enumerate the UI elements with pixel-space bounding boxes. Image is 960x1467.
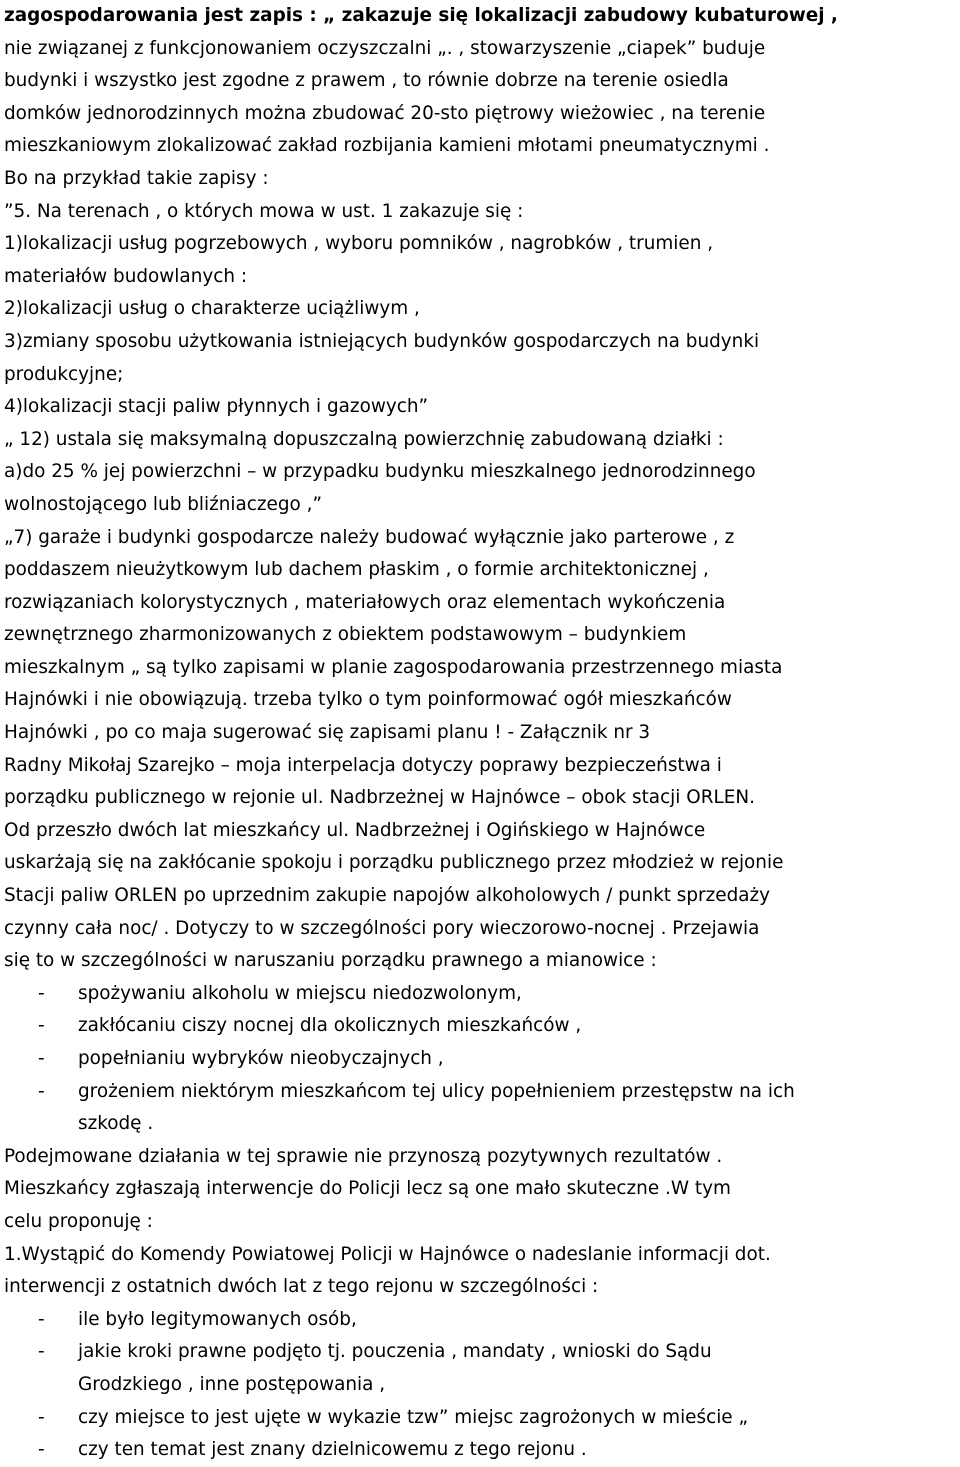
- text-line: produkcyjne;: [4, 363, 124, 385]
- list-item-text: czy miejsce to jest ujęte w wykazie tzw” miejsc zagrożonych w mieście „: [78, 1406, 748, 1428]
- questions-list-item: [4, 1336, 952, 1369]
- text-line: nie związanej z funkcjonowaniem oczyszczalni „. , stowarzyszenie „ciapek” buduje: [4, 37, 766, 59]
- text-line: porządku publicznego w rejonie ul. Nadbrzeżnej w Hajnówce – obok stacji ORLEN.: [4, 787, 755, 809]
- text-line: 1.Wystąpić do Komendy Powiatowej Policji w Hajnówce o nadeslanie informacji dot.: [4, 1243, 771, 1265]
- questions-list-item: [4, 1304, 952, 1337]
- questions-list-item-continuation: Grodzkiego , inne postępowania ,: [78, 1373, 386, 1395]
- violations-list-item: [4, 1076, 952, 1109]
- text-line: zagospodarowania jest zapis : „ zakazuje się lokalizacji zabudowy kubaturowej ,: [4, 5, 838, 26]
- violations-list-item: [4, 1010, 952, 1043]
- text-line: Stacji paliw ORLEN po uprzednim zakupie napojów alkoholowych / punkt sprzedaży: [4, 885, 771, 907]
- list-dash: -: [38, 1080, 45, 1102]
- text-line: „7) garaże i budynki gospodarcze należy budować wyłącznie jako parterowe , z: [4, 526, 735, 548]
- list-item-text: jakie kroki prawne podjęto tj. pouczenia , mandaty , wnioski do Sądu: [78, 1341, 712, 1363]
- text-line: mieszkaniowym zlokalizować zakład rozbijania kamieni młotami pneumatycznymi .: [4, 135, 770, 157]
- text-line: celu proponuję :: [4, 1210, 153, 1232]
- text-line: materiałów budowlanych :: [4, 265, 248, 287]
- text-line: 4)lokalizacji stacji paliw płynnych i gazowych”: [4, 396, 429, 418]
- list-dash: -: [38, 1439, 45, 1461]
- list-item-text: ile było legitymowanych osób,: [78, 1308, 357, 1330]
- text-line: mieszkalnym „ są tylko zapisami w planie zagospodarowania przestrzennego miasta: [4, 656, 783, 678]
- text-line: się to w szczególności w naruszaniu porządku prawnego a mianowice :: [4, 950, 657, 972]
- document-body: [4, 0, 952, 1467]
- text-line: 2)lokalizacji usług o charakterze uciążliwym ,: [4, 298, 420, 320]
- text-line: a)do 25 % jej powierzchni – w przypadku budynku mieszkalnego jednorodzinnego: [4, 461, 756, 483]
- text-line: domków jednorodzinnych można zbudować 20-sto piętrowy wieżowiec , na terenie: [4, 102, 766, 124]
- text-line: poddaszem nieużytkowym lub dachem płaskim , o formie architektonicznej ,: [4, 559, 709, 581]
- text-line: zewnętrznego zharmonizowanych z obiektem podstawowym – budynkiem: [4, 624, 687, 646]
- list-dash: -: [38, 1015, 45, 1037]
- text-line: ”5. Na terenach , o których mowa w ust. 1 zakazuje się :: [4, 200, 524, 222]
- list-item-text: spożywaniu alkoholu w miejscu niedozwolonym,: [78, 982, 522, 1004]
- text-line: rozwiązaniach kolorystycznych , materiałowych oraz elementach wykończenia: [4, 591, 726, 613]
- list-dash: -: [38, 1341, 45, 1363]
- text-line: Bo na przykład takie zapisy :: [4, 167, 269, 189]
- text-line: wolnostojącego lub bliźniaczego ,”: [4, 493, 323, 515]
- list-item-text: popełnianiu wybryków nieobyczajnych ,: [78, 1048, 444, 1069]
- violations-list-item-continuation: szkodę .: [78, 1113, 154, 1135]
- violations-list-item: [4, 1043, 952, 1076]
- text-line: Hajnówki , po co maja sugerować się zapisami planu ! - Załącznik nr 3: [4, 722, 651, 744]
- text-line: Podejmowane działania w tej sprawie nie przynoszą pozytywnych rezultatów .: [4, 1145, 723, 1167]
- list-dash: -: [38, 1406, 45, 1428]
- violations-list-item: [4, 978, 952, 1011]
- text-line: Od przeszło dwóch lat mieszkańcy ul. Nadbrzeżnej i Ogińskiego w Hajnówce: [4, 819, 706, 841]
- questions-list-item: [4, 1402, 952, 1435]
- text-line: czynny cała noc/ . Dotyczy to w szczególności pory wieczorowo-nocnej . Przejawia: [4, 917, 760, 939]
- list-dash: -: [38, 1048, 45, 1069]
- text-line: budynki i wszystko jest zgodne z prawem , to równie dobrze na terenie osiedla: [4, 70, 729, 92]
- questions-list-item: [4, 1434, 952, 1467]
- list-item-text: grożeniem niektórym mieszkańcom tej ulicy popełnieniem przestępstw na ich: [78, 1080, 795, 1102]
- text-line: interwencji z ostatnich dwóch lat z tego rejonu w szczególności :: [4, 1276, 599, 1298]
- text-line: Radny Mikołaj Szarejko – moja interpelacja dotyczy poprawy bezpieczeństwa i: [4, 754, 722, 776]
- text-line: uskarżają się na zakłócanie spokoju i porządku publicznego przez młodzież w rejonie: [4, 852, 784, 874]
- list-item-text: czy ten temat jest znany dzielnicowemu z tego rejonu .: [78, 1439, 587, 1461]
- text-line: 3)zmiany sposobu użytkowania istniejących budynków gospodarczych na budynki: [4, 330, 760, 352]
- text-line: „ 12) ustala się maksymalną dopuszczalną powierzchnię zabudowaną działki :: [4, 428, 724, 450]
- list-dash: -: [38, 1308, 45, 1330]
- text-line: Mieszkańcy zgłaszają interwencje do Policji lecz są one mało skuteczne .W tym: [4, 1178, 731, 1200]
- text-line: Hajnówki i nie obowiązują. trzeba tylko o tym poinformować ogół mieszkańców: [4, 689, 732, 711]
- text-line: 1)lokalizacji usług pogrzebowych , wyboru pomników , nagrobków , trumien ,: [4, 233, 714, 255]
- list-item-text: zakłócaniu ciszy nocnej dla okolicznych mieszkańców ,: [78, 1015, 582, 1037]
- list-dash: -: [38, 982, 45, 1004]
